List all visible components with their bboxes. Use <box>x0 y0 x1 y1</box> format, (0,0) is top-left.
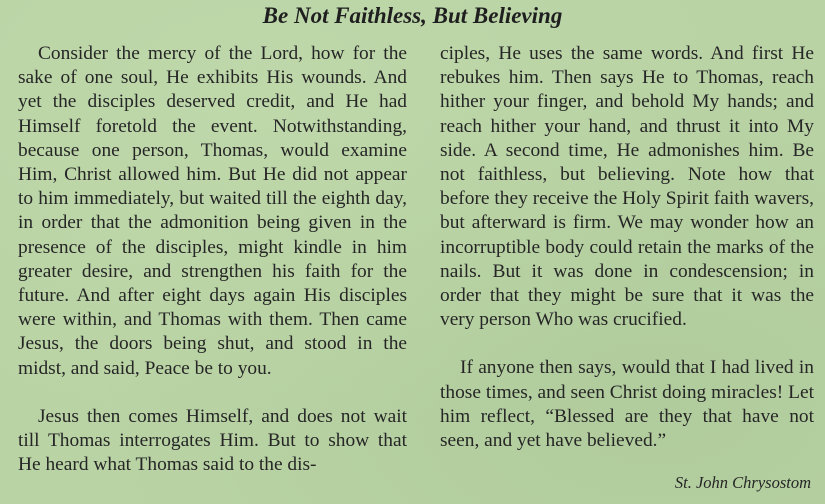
paragraph-gap <box>18 381 407 405</box>
attribution: St. John Chrysostom <box>674 473 811 492</box>
page-title: Be Not Faithless, But Believing <box>262 3 563 28</box>
left-paragraph-2: Jesus then comes Himself, and does not wait till Thomas interrogates Him. But to show that He heard what Thomas said to the dis- <box>18 405 407 476</box>
left-column <box>18 42 407 477</box>
left-paragraph-1: Consider the mercy of the Lord, how for the sake of one soul, He exhibits His wounds. And yet the disciples deserved credit, and He had Himself foretold the event. Notwithstanding, because one person, Thomas, would examine Him, Christ allowed him. But He did not appear to him immediately, but waited till the eighth day, in order that the admonition being given in the presence of the disciples, might kindle in him greater desire, and strengthen his faith for the future. And after eight days again His disciples were within, and Thomas with them. Then came Jesus, the doors being shut, and stood in the midst, and said, Peace be to you. <box>18 43 407 379</box>
paragraph-gap <box>440 332 814 356</box>
right-column <box>440 42 814 453</box>
right-paragraph-1: ciples, He uses the same words. And first He rebukes him. Then says He to Thomas, reach hither your finger, and behold My hands; and reach hither your hand, and thrust it into My side. A second time, He admonishes him. Be not faithless, but believing. Note how that before they receive the Holy Spirit faith wavers, but afterward is firm. We may wonder how an incorruptible body could retain the marks of the nails. But it was done in condescension; in order that they might be sure that it was the very person Who was crucified. <box>440 43 814 331</box>
right-paragraph-2: If anyone then says, would that I had lived in those times, and seen Christ doing miracles! Let him reflect, “Blessed are they that have not seen, and yet have believed.” <box>440 357 814 452</box>
